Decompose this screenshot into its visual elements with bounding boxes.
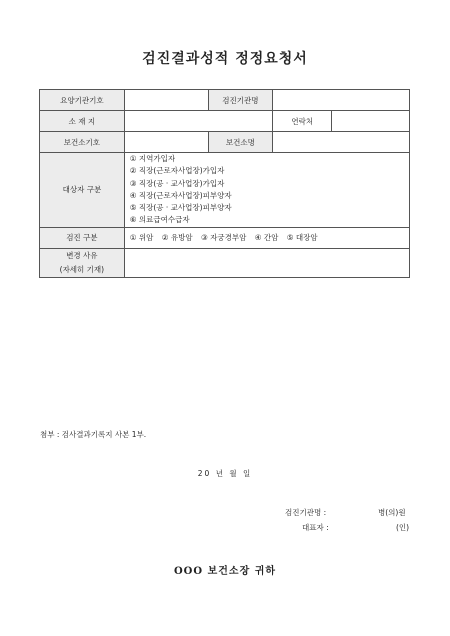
contact-label: 연락처: [273, 111, 332, 132]
attachment-note: 첨부 : 검사결과기록지 사본 1부.: [40, 430, 147, 439]
date-line: 20 년 월 일: [197, 469, 253, 478]
document-title: 검진결과성적 정정요청서: [142, 51, 308, 67]
target-option[interactable]: ⑤ 직장(공 · 교사업장)피부양자: [129, 203, 232, 213]
representative-seal: (인): [396, 523, 410, 532]
health-center-name-field[interactable]: [273, 132, 410, 153]
exam-type-options: [124, 227, 409, 248]
target-option[interactable]: ④ 직장(근로자사업장)피부양자: [129, 190, 232, 200]
target-option[interactable]: ③ 직장(공 · 교사업장)가입자: [129, 178, 225, 188]
target-options: [124, 153, 409, 228]
exam-org-signature-label: 검진기관명 :: [285, 508, 327, 517]
exam-type-option[interactable]: ② 유방암: [161, 233, 193, 243]
reason-label-line1: 변경 사유: [66, 250, 98, 260]
target-option[interactable]: ⑥ 의료급여수급자: [129, 215, 190, 225]
representative-label: 대표자 :: [302, 523, 329, 532]
care-org-code-label: 요양기관기호: [40, 90, 125, 111]
health-center-name-label: 보건소명: [208, 132, 273, 153]
row-reason: [40, 248, 410, 277]
row-target: [40, 153, 410, 228]
target-label: 대상자 구분: [40, 153, 125, 228]
request-form-table: [39, 89, 410, 278]
row-address: [40, 111, 410, 132]
exam-type-label: 검진 구분: [40, 227, 125, 248]
exam-org-name-field[interactable]: [273, 90, 410, 111]
exam-type-option[interactable]: ⑤ 대장암: [286, 233, 318, 243]
care-org-code-field[interactable]: [124, 90, 208, 111]
addressee: OOO 보건소장 귀하: [173, 566, 277, 577]
reason-label: [40, 248, 125, 277]
health-center-code-field[interactable]: [124, 132, 208, 153]
exam-org-name-label: 검진기관명: [208, 90, 273, 111]
row-health-center: [40, 132, 410, 153]
exam-type-option[interactable]: ① 위암: [129, 233, 154, 243]
row-care-org: [40, 90, 410, 111]
exam-type-option[interactable]: ④ 간암: [254, 233, 279, 243]
address-label: 소 재 지: [40, 111, 125, 132]
exam-type-option[interactable]: ③ 자궁경부암: [201, 233, 247, 243]
target-option[interactable]: ② 직장(근로자사업장)가입자: [129, 166, 225, 176]
target-option[interactable]: ① 지역가입자: [129, 154, 176, 163]
row-exam-type: [40, 227, 410, 248]
health-center-code-label: 보건소기호: [40, 132, 125, 153]
reason-label-line2: (자세히 기재): [59, 264, 105, 274]
contact-field[interactable]: [332, 111, 410, 132]
reason-field[interactable]: [124, 248, 409, 277]
exam-org-signature-suffix: 병(의)원: [378, 508, 406, 517]
address-field[interactable]: [124, 111, 273, 132]
